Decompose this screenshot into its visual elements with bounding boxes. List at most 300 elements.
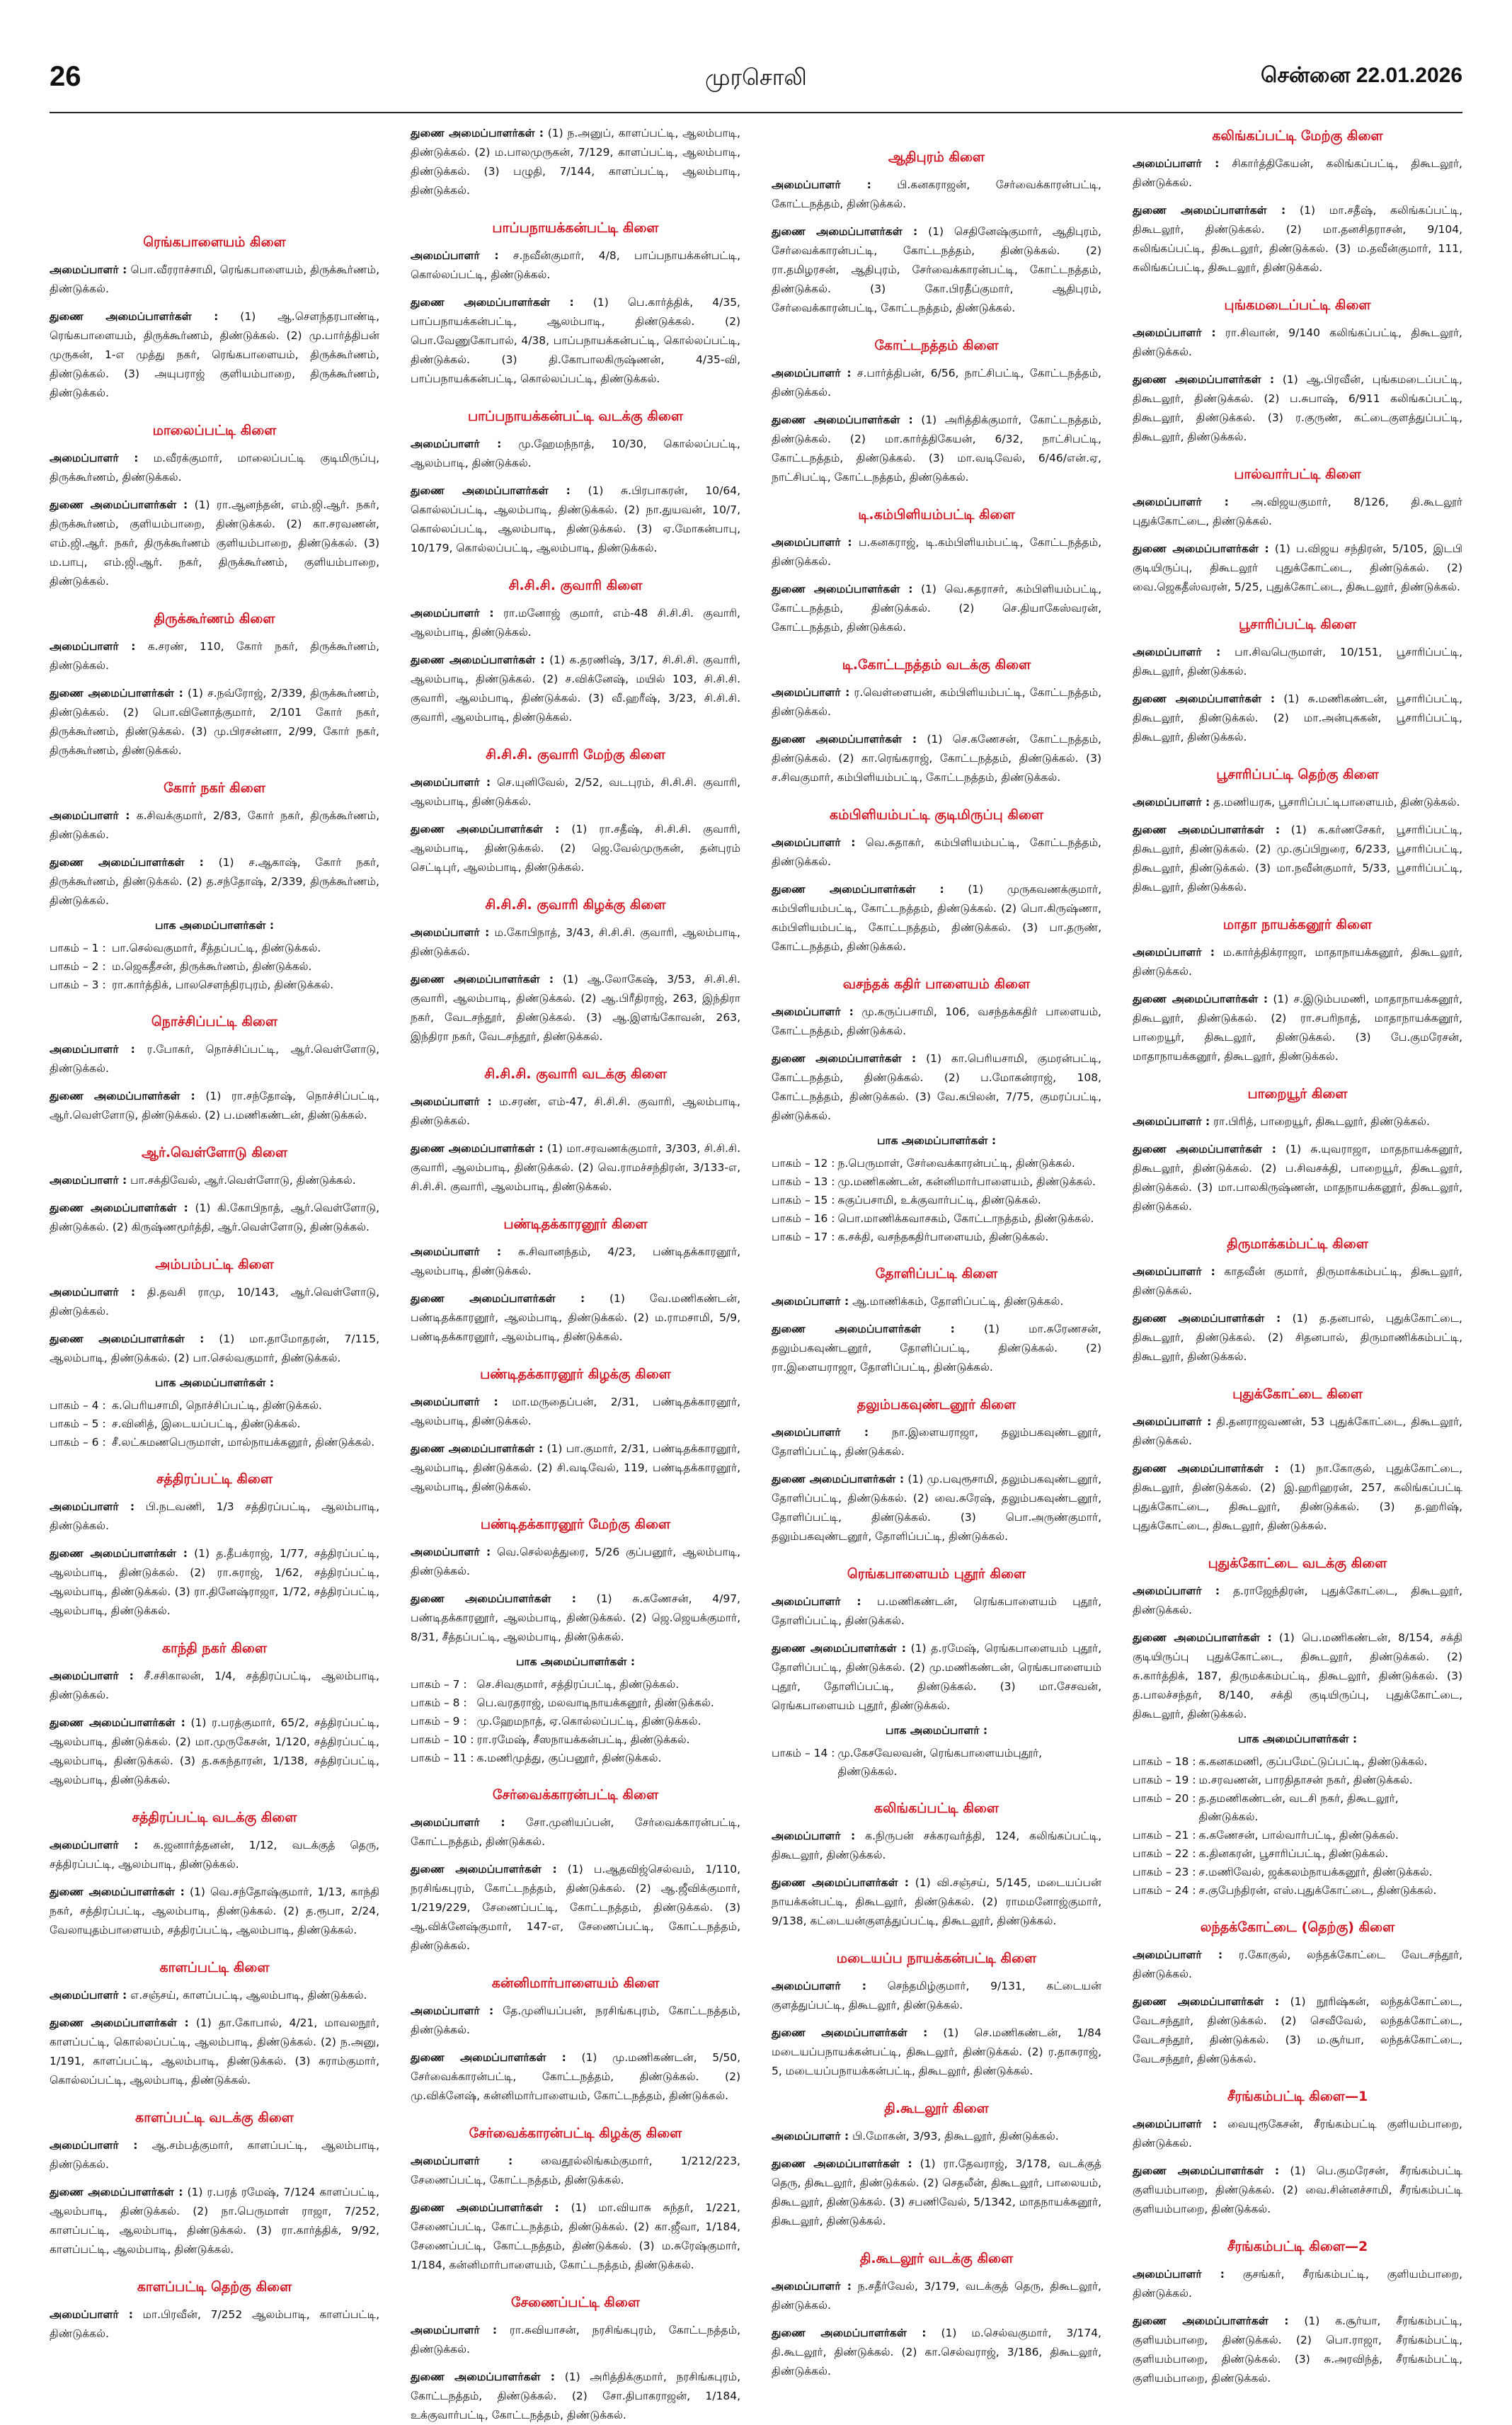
- branch-block: [411, 220, 740, 389]
- officer-entry: [772, 176, 1101, 214]
- branch-heading: டி.கோட்டநத்தம் வடக்கு கிளை: [842, 657, 1031, 673]
- officer-details: (1) ப.விஜய சந்திரன், 5/105, இடபி குடியிருப்பு, திகூடலூர் புதுக்கோட்டை, திண்டுக்கல். (2) வை.ஜெகதீஸ்வரன், 5/25, புதுக்கோட்டை, திகூடலூர், திண்டுக்கல்.: [1133, 542, 1462, 593]
- officer-details: (1) த.ரமேஷ், ரெங்கபாளையம் புதூர், தோளிப்பட்டி, திண்டுக்கல். (2) மு.மணிகண்டன், ரெங்கபாளையம் புதூர், தோளிப்பட்டி, திண்டுக்கல். (3) மா.சேசவன், ரெங்கபாளையம் புதூர், திண்டுக்கல்.: [772, 1642, 1101, 1712]
- role-label: அமைப்பாளர் :: [50, 2139, 138, 2152]
- role-label: அமைப்பாளர் :: [50, 1174, 127, 1187]
- officer-entry: [411, 2048, 740, 2106]
- branch-block: [50, 1471, 379, 1621]
- officer-entry: [50, 1497, 379, 1536]
- booth-row: [50, 957, 336, 976]
- role-label: அமைப்பாளர் :: [50, 640, 136, 653]
- branch-block: [411, 2126, 740, 2275]
- role-label: அமைப்பாளர் :: [1133, 496, 1229, 508]
- role-label: துணை அமைப்பாளர்கள் :: [50, 498, 188, 511]
- officer-details: (1) சு.மணிகண்டன், பூசாரிப்பட்டி, திகூடலூர், திண்டுக்கல். (2) மா.அன்புசுகன், பூசாரிப்பட்டி, திகூடலூர், திண்டுக்கல்.: [1133, 692, 1462, 743]
- officer-details: (1) ஆ.பிரவீன், புங்கமடைப்பட்டி, திகூடலூர், திண்டுக்கல். (2) ப.சுபாஷ், 6/911 கலிங்கப்பட்டி, திகூடலூர், திண்டுக்கல். (3) ர.குருண், கட்டைகுளத்துப்பட்டி, திகூடலூர், திண்டுக்கல்.: [1133, 373, 1462, 443]
- branch-block: [1133, 767, 1462, 897]
- role-label: அமைப்பாளர் :: [1133, 946, 1215, 959]
- officer-entry: [50, 1330, 379, 1368]
- branch-heading: பண்டிதக்காரனூர் கிழக்கு கிளை: [480, 1366, 671, 1382]
- role-label: துணை அமைப்பாளர்கள் :: [411, 1442, 544, 1455]
- officer-entry: [411, 1289, 740, 1347]
- branch-block: [50, 1145, 379, 1237]
- role-label: அமைப்பாளர் :: [411, 607, 494, 620]
- role-label: அமைப்பாளர் :: [1133, 1265, 1215, 1278]
- officer-details: ந.சதீர்வேல், 3/179, வடக்குத் தெரு, திகூடலூர், திண்டுக்கல்.: [772, 2280, 1101, 2312]
- officer-entry: [50, 2136, 379, 2174]
- officer-details: அ.விஜயகுமார், 8/126, தி.கூடலூர் புதுக்கோட்டை, திண்டுக்கல்.: [1133, 496, 1462, 527]
- role-label: அமைப்பாளர் :: [1133, 1948, 1223, 1961]
- officer-details: (1) மு.பவுரூசாமி, தலும்பகவுண்டனூர், தோளிப்பட்டி, திண்டுக்கல். (2) வை.சுரேஷ், தலும்பகவுண்டனூர், தோளிப்பட்டி, திண்டுக்கல். (3) பொ.அருண்குமார், தலும்பகவுண்டனூர், தோளிப்பட்டி, திண்டுக்கல்.: [772, 1473, 1101, 1543]
- officer-details: மு.கருப்பசாமி, 106, வசந்தக்கதிர் பாளையம், கோட்டநத்தம், திண்டுக்கல்.: [772, 1005, 1101, 1037]
- booth-row: [1133, 1826, 1462, 1844]
- booth-row: [411, 1712, 717, 1730]
- role-label: அமைப்பாளர் :: [50, 263, 127, 276]
- role-label: துணை அமைப்பாளர்கள் :: [772, 2026, 928, 2039]
- branch-heading: மாலைப்பட்டி கிளை: [152, 423, 277, 438]
- branch-heading: சத்திரப்பட்டி கிளை: [156, 1471, 273, 1487]
- officer-details: ர.போகர், நொச்சிப்பட்டி, ஆர்.வெள்ளோடு, திண்டுக்கல்.: [50, 1043, 379, 1075]
- booth-row: [772, 1191, 1099, 1209]
- officer-details: (1) பெ.கார்த்திக், 4/35, பாப்பநாயக்கன்பட்டி, ஆலம்பாடி, திண்டுக்கல். (2) பொ.வேணுகோபால், 4/38, பாப்பநாயக்கன்பட்டி, கொல்லப்பட்டி, திண்டுக்கல். (3) தி.கோபாலகிருஷ்ணன், 4/35-வி, பாப்பநாயக்கன்பட்டி, கொல்லப்பட்டி, திண்டுக்கல்.: [411, 296, 740, 385]
- role-label: அமைப்பாளர் :: [772, 1295, 849, 1308]
- role-label: துணை அமைப்பாளர்கள் :: [50, 310, 219, 323]
- officer-entry: [50, 2014, 379, 2090]
- branch-block: [1133, 1236, 1462, 1366]
- booth-row: [411, 1675, 717, 1694]
- booth-number: பாகம் – 23 :: [1133, 1866, 1196, 1878]
- role-label: அமைப்பாளர் :: [50, 809, 130, 822]
- role-label: அமைப்பாளர் :: [411, 249, 499, 262]
- branch-heading: காளப்பட்டி தெற்கு கிளை: [137, 2279, 292, 2295]
- booth-organiser: ம.சரவணன், பாரதிதாசன் நகர், திண்டுக்கல்.: [1198, 1774, 1413, 1786]
- column-2: [411, 124, 741, 2421]
- officer-entry: [772, 411, 1101, 487]
- officer-entry: [50, 1544, 379, 1621]
- role-label: அமைப்பாளர் :: [1133, 796, 1210, 809]
- role-label: அமைப்பாளர் :: [411, 776, 491, 789]
- branch-heading: லந்தக்கோட்டை (தெற்கு) கிளை: [1200, 1919, 1395, 1935]
- booth-organiser: ம.ஜெகதீசன், திருக்கூர்ணம், திண்டுக்கல்.: [112, 960, 312, 973]
- booth-organiser: மு.கேசவேலவன், ரெங்கபாளையம்புதூர், திண்டுக்கல்.: [837, 1747, 1043, 1778]
- role-label: துணை அமைப்பாளர்கள் :: [411, 2051, 566, 2064]
- role-label: துணை அமைப்பாளர்கள் :: [50, 687, 183, 700]
- officer-entry: [50, 1040, 379, 1078]
- officer-entry: [1133, 1992, 1462, 2069]
- officer-entry: [1133, 2312, 1462, 2388]
- branch-block: [1133, 917, 1462, 1066]
- role-label: துணை அமைப்பாளர்கள் :: [411, 823, 560, 835]
- role-label: அமைப்பாளர் :: [772, 2280, 852, 2293]
- role-label: துணை அமைப்பாளர்கள் :: [1133, 1312, 1281, 1325]
- role-label: அமைப்பாளர் :: [1133, 1585, 1220, 1597]
- role-label: துணை அமைப்பாளர்கள் :: [1133, 1995, 1280, 2008]
- role-label: அமைப்பாளர் :: [411, 438, 502, 450]
- role-label: அமைப்பாளர் :: [411, 1396, 498, 1408]
- booth-row: [1133, 1844, 1462, 1863]
- booth-organiser: ச.குபேந்திரன், எஸ்.புதுக்கோட்டை, திண்டுக்கல்.: [1198, 1884, 1437, 1897]
- officer-entry: [50, 684, 379, 760]
- role-label: துணை அமைப்பாளர்கள் :: [772, 1876, 909, 1889]
- branch-heading: டி.கம்பிளியம்பட்டி கிளை: [858, 507, 1015, 523]
- booth-table: [50, 939, 336, 994]
- officer-details: (1) ரா.சந்தோஷ், நொச்சிப்பட்டி, ஆர்.வெள்ளோடு, திண்டுக்கல். (2) ப.மணிகண்டன், திண்டுக்கல்.: [50, 1090, 380, 1122]
- branch-heading: சேர்வைக்காரன்பட்டி கிளை: [492, 1787, 659, 1803]
- branch-heading: கன்னிமார்பாளையம் கிளை: [491, 1975, 660, 1991]
- role-label: துணை அமைப்பாளர்கள் :: [772, 883, 944, 896]
- booth-number: பாகம் – 21 :: [1133, 1829, 1196, 1842]
- role-label: அமைப்பாளர் :: [411, 926, 490, 939]
- officer-entry: [411, 820, 740, 877]
- booth-row: [50, 976, 336, 994]
- booth-organiser: செ.சிவகுமார், சத்திரப்பட்டி, திண்டுக்கல்.: [476, 1678, 680, 1691]
- role-label: அமைப்பாளர் :: [772, 536, 852, 549]
- officer-entry: [1133, 1309, 1462, 1366]
- branch-block: [411, 1975, 740, 2106]
- officer-details: (1) மா.சரவணக்குமார், 3/303, சி.சி.சி. குவாரி, ஆலம்பாடி, திண்டுக்கல். (2) வெ.ராமச்சந்திரன், 3/133-எ, சி.சி.சி. குவாரி, ஆலம்பாடி, திண்டுக்கல்.: [411, 1142, 740, 1193]
- columns: [50, 124, 1463, 2421]
- officer-entry: [411, 604, 740, 642]
- officer-details: (1) வி.சஞ்சய், 5/145, மடையப்பன் நாயக்கன்பட்டி, திகூடலூர், திண்டுக்கல். (2) ராமமனோஜ்குமார், 9/138, கட்டையன்குளத்துப்பட்டி, திகூடலூர், திண்டுக்கல்.: [772, 1876, 1101, 1927]
- role-label: அமைப்பாளர் :: [1133, 2268, 1225, 2281]
- officer-details: (1) க.சூர்யா, சீரங்கம்பட்டி, குளியம்பாறை, திண்டுக்கல். (2) பொ.ராஜா, சீரங்கம்பட்டி, குளியம்பாறை, திண்டுக்கல். (3) சு.அரவிந்த், சீரங்கம்பட்டி, குளியம்பாறை, திண்டுக்கல்.: [1133, 2315, 1462, 2385]
- officer-details: சோ.முனியப்பன், சேர்வைக்காரன்பட்டி, கோட்டநத்தம், திண்டுக்கல்.: [411, 1816, 740, 1848]
- role-label: அமைப்பாளர் :: [1133, 1415, 1212, 1428]
- dateline: சென்னை 22.01.2026: [1260, 64, 1462, 87]
- officer-details: ஆ.மாணிக்கம், தோளிப்பட்டி, திண்டுக்கல்.: [852, 1295, 1064, 1308]
- role-label: துணை அமைப்பாளர்கள் :: [772, 733, 917, 746]
- role-label: துணை அமைப்பாளர்கள் :: [50, 1885, 185, 1898]
- officer-entry: [772, 364, 1101, 402]
- officer-details: செந்தமிழ்குமார், 9/131, கட்டையன் குளத்துப்பட்டி, திகூடலூர், திண்டுக்கல்.: [772, 1980, 1101, 2012]
- officer-details: த.ராஜேந்திரன், புதுக்கோட்டை, திகூடலூர், திண்டுக்கல்.: [1133, 1585, 1462, 1616]
- officer-details: (1) நூரிஷ்கன், லந்தக்கோட்டை, வேடசந்தூர், திண்டுக்கல். (2) செவீவேல், லந்தக்கோட்டை, வேடசந்தூர், திண்டுக்கல். (3) ம.சூர்யா, லந்தக்கோட்டை, வேடசந்தூர், திண்டுக்கல்.: [1133, 1995, 1462, 2065]
- branch-block: [1133, 1919, 1462, 2069]
- branch-block: [50, 2110, 379, 2259]
- section-subheading: பாக அமைப்பாளர் :: [885, 1724, 988, 1737]
- officer-details: பா.சிவபெருமாள், 10/151, பூசாரிப்பட்டி, திகூடலூர், திண்டுக்கல்.: [1133, 646, 1462, 678]
- officer-entry: [50, 1087, 379, 1125]
- role-label: அமைப்பாளர் :: [411, 2004, 494, 2017]
- officer-details: (1) ச.ஆகாஷ், கோர் நகர், திருக்கூர்ணம், திண்டுக்கல். (2) த.சந்தோஷ், 2/339, திருக்கூர்ணம், திண்டுக்கல்.: [50, 856, 380, 907]
- officer-details: எ.சஞ்சய், காளப்பட்டி, ஆலம்பாடி, திண்டுக்கல்.: [130, 1989, 367, 2002]
- role-label: அமைப்பாளர் :: [772, 367, 852, 380]
- role-label: துணை அமைப்பாளர்கள் :: [411, 1142, 544, 1155]
- branch-heading: புதுக்கோட்டை வடக்கு கிளை: [1208, 1556, 1387, 1571]
- branch-heading: பூசாரிப்பட்டி கிளை: [1238, 617, 1357, 632]
- role-label: துணை அமைப்பாளர்கள் :: [772, 2157, 912, 2170]
- branch-heading: கலிங்கப்பட்டி கிளை: [874, 1801, 1000, 1816]
- officer-entry: [50, 307, 379, 403]
- officer-details: (1) பா.குமார், 2/31, பண்டிதக்காரனூர், ஆலம்பாடி, திண்டுக்கல். (2) சி.வடிவேல், 119, பண்டிதக்காரனூர், ஆலம்பாடி, திண்டுக்கல்.: [411, 1442, 740, 1493]
- role-label: அமைப்பாளர் :: [1133, 1115, 1210, 1128]
- officer-entry: [50, 806, 379, 845]
- branch-heading: காளப்பட்டி கிளை: [159, 1960, 270, 1975]
- booth-row: [772, 1228, 1099, 1246]
- officer-entry: [772, 1320, 1101, 1377]
- officer-details: (1) ந.அனுப், காளப்பட்டி, ஆலம்பாடி, திண்டுக்கல். (2) ம.பாலமுருகன், 7/129, காளப்பட்டி, ஆலம்பாடி, திண்டுக்கல். (3) பழுதி, 7/144, காளப்பட்டி, ஆலம்பாடி, திண்டுக்கல்.: [411, 127, 740, 197]
- officer-details: ம.வீரக்குமார், மாலைப்பட்டி குடிமிருப்பு, திருக்கூர்ணம், திண்டுக்கல்.: [50, 452, 379, 484]
- officer-details: காதவீன் குமார், திருமாக்கம்பட்டி, திகூடலூர், திண்டுக்கல்.: [1133, 1265, 1462, 1297]
- booth-table: [772, 1744, 1101, 1781]
- role-label: துணை அமைப்பாளர்கள் :: [411, 1292, 585, 1305]
- branch-block: [1133, 1386, 1462, 1536]
- booth-number: பாகம் – 4 :: [50, 1399, 106, 1412]
- booth-row: [50, 1415, 377, 1433]
- branch-heading: சி.சி.சி. குவாரி வடக்கு கிளை: [484, 1066, 667, 1082]
- booth-row: [411, 1730, 717, 1749]
- officer-details: (1) அரித்திக்குமார், கோட்டநத்தம், திண்டுக்கல். (2) மா.கார்த்திகேயன், 6/32, நாட்சிபட்டி, கோட்டநத்தம், திண்டுக்கல். (3) மா.வடிவேல், 6/46/என்.ஏ, நாட்சிபட்டி, கோட்டநத்தம், திண்டுக்கல்.: [772, 413, 1101, 484]
- branch-heading: தலும்பகவுண்டனூர் கிளை: [857, 1397, 1016, 1413]
- booth-organiser: க.சக்தி, வசந்தகதிர்பாளையம், திண்டுக்கல்.: [837, 1231, 1049, 1243]
- officer-details: ரா.சுவியாசன், நரசிங்கபுரம், கோட்டநத்தம், திண்டுக்கல்.: [411, 2324, 740, 2356]
- officer-entry: [1133, 2265, 1462, 2303]
- booth-organiser: க.மணிமுத்து, குப்பனூர், திண்டுக்கல்.: [476, 1752, 662, 1764]
- officer-entry: [772, 1592, 1101, 1631]
- booth-organiser: க.தினகரன், பூசாரிப்பட்டி, திண்டுக்கல்.: [1198, 1847, 1389, 1860]
- branch-block: [411, 1366, 740, 1497]
- officer-entry: [50, 1986, 379, 2005]
- officer-details: (1) க.கர்ணசேகர், பூசாரிப்பட்டி, திகூடலூர், திண்டுக்கல். (2) மு.குப்பிறுரை, 6/233, பூசாரிப்பட்டி, திகூடலூர், திண்டுக்கல். (3) மா.நவீன்குமார், 5/33, பூசாரிப்பட்டி, திகூடலூர், திண்டுக்கல்.: [1133, 823, 1462, 894]
- officer-details: (1) த.தீபக்ராஜ், 1/77, சத்திரப்பட்டி, ஆலம்பாடி, திண்டுக்கல். (2) ரா.சுராஜ், 1/62, சத்திரப்பட்டி, ஆலம்பாடி, திண்டுக்கல். (3) ரா.தினேஷ்ராஜா, 1/72, சத்திரப்பட்டி, ஆலம்பாடி, திண்டுக்கல்.: [50, 1547, 379, 1617]
- officer-entry: [1133, 1262, 1462, 1301]
- booth-organiser: பெ.வரதராஜ், மலவாடிநாயக்கனூர், திண்டுக்கல்.: [476, 1696, 714, 1709]
- booth-organiser: சுகுப்பசாமி, உக்குவார்பட்டி, திண்டுக்கல்.: [837, 1194, 1041, 1206]
- officer-entry: [50, 1667, 379, 1705]
- branch-heading: சி.சி.சி. குவாரி கிளை: [508, 578, 643, 593]
- officer-details: சு.சிவானந்தம், 4/23, பண்டிதக்காரனூர், ஆலம்பாடி, திண்டுக்கல்.: [411, 1245, 740, 1277]
- header-rule: [50, 112, 1462, 113]
- booth-number: பாகம் – 8 :: [411, 1696, 467, 1709]
- officer-details: குசங்கர், சீரங்கம்பட்டி, குளியம்பாறை, திண்டுக்கல்.: [1133, 2268, 1462, 2300]
- role-label: அமைப்பாளர் :: [50, 1500, 135, 1513]
- officer-entry: [772, 533, 1101, 571]
- branch-heading: பூசாரிப்பட்டி தெற்கு கிளை: [1216, 767, 1379, 782]
- role-label: துணை அமைப்பாளர்கள் :: [1133, 692, 1276, 705]
- officer-details: (1) வே.மணிகண்டன், பண்டிதக்காரனூர், ஆலம்பாடி, திண்டுக்கல். (2) ம.ராமசாமி, 5/9, பண்டிதக்காரனூர், ஆலம்பாடி, திண்டுக்கல்.: [411, 1292, 741, 1343]
- branch-heading: திருக்கூர்ணம் கிளை: [154, 611, 275, 627]
- officer-entry: [772, 222, 1101, 318]
- branch-heading: சேர்வைக்காரன்பட்டி கிழக்கு கிளை: [469, 2126, 682, 2141]
- role-label: அமைப்பாளர் :: [411, 1546, 491, 1558]
- role-label: துணை அமைப்பாளர்கள் :: [411, 296, 574, 309]
- branch-heading: கம்பிளியம்பட்டி குடிமிருப்பு கிளை: [829, 807, 1044, 823]
- role-label: துணை அமைப்பாளர்கள் :: [1133, 1143, 1276, 1156]
- officer-entry: [1133, 493, 1462, 531]
- booth-row: [1133, 1752, 1462, 1771]
- officer-entry: [411, 2152, 740, 2190]
- branch-block: [50, 234, 379, 403]
- officer-details: (1) பெ.மணிகண்டன், 8/154, சக்தி குடியிருப்பு புதுக்கோட்டை, திகூடலூர், திண்டுக்கல். (2) சு.கார்த்திக், 187, திருமக்கம்பட்டி, திகூடலூர், திண்டுக்கல். (3) த.பாலச்சந்தர், 8/140, சக்தி குடியிருப்பு, புதுக்கோட்டை, திகூடலூர், திண்டுக்கல்.: [1133, 1631, 1463, 1721]
- branch-heading: சி.சி.சி. குவாரி மேற்கு கிளை: [486, 747, 665, 763]
- booth-organiser: பொ.மாணிக்கவாசகம், கோட்டாநத்தம், திண்டுக்கல்.: [837, 1212, 1094, 1225]
- role-label: துணை அமைப்பாளர்கள் :: [411, 654, 545, 666]
- section-subheading: பாக அமைப்பாளர்கள் :: [154, 1376, 275, 1389]
- officer-entry: [1133, 1946, 1462, 1984]
- booth-number: பாகம் – 9 :: [411, 1715, 467, 1728]
- officer-details: ப.மணிகண்டன், ரெங்கபாளையம் புதூர், தோளிப்பட்டி, திண்டுக்கல்.: [772, 1595, 1101, 1627]
- officer-entry: [772, 2024, 1101, 2081]
- role-label: துணை அமைப்பாளர்கள் :: [1133, 2164, 1280, 2177]
- booth-organiser: ரா.கார்த்திக், பாலசௌந்திரபுரம், திண்டுக்கல்.: [112, 978, 334, 991]
- officer-details: மா.பிரவீன், 7/252 ஆலம்பாடி, காளப்பட்டி, திண்டுக்கல்.: [50, 2308, 379, 2340]
- role-label: அமைப்பாளர் :: [772, 178, 871, 191]
- role-label: துணை அமைப்பாளர்கள் :: [50, 2186, 183, 2198]
- role-label: அமைப்பாளர் :: [50, 1839, 139, 1851]
- officer-entry: [772, 1049, 1101, 1126]
- branch-heading: சத்திரப்பட்டி வடக்கு கிளை: [132, 1810, 297, 1825]
- role-label: துணை அமைப்பாளர்கள் :: [772, 1473, 905, 1485]
- role-label: துணை அமைப்பாளர்கள் :: [1133, 823, 1281, 836]
- officer-details: (1) பெ.குமரேசன், சீரங்கம்பட்டி குளியம்பாறை, திண்டுக்கல். (2) வை.சின்னச்சாமி, சீரங்கம்பட்டி குளியம்பாறை, திண்டுக்கல்.: [1133, 2164, 1462, 2215]
- branch-block: [772, 507, 1101, 637]
- branch-heading: கலிங்கப்பட்டி மேற்கு கிளை: [1212, 128, 1383, 144]
- officer-details: (1) அரித்திக்குமார், நரசிங்கபுரம், கோட்டநத்தம், திண்டுக்கல். (2) சோ.திபாகராஜன், 1/184, உக்குவார்பட்டி, கோட்டநத்தம், திண்டுக்கல்.: [411, 2370, 740, 2421]
- officer-entry: [772, 1639, 1101, 1716]
- officer-entry: [411, 1590, 740, 1647]
- booth-table: [1133, 1752, 1462, 1900]
- branch-block: [411, 897, 740, 1046]
- role-label: துணை அமைப்பாளர்கள் :: [1133, 1631, 1272, 1644]
- branch-heading: வசந்தக் கதிர் பாளையம் கிளை: [842, 976, 1031, 992]
- booth-number: பாகம் – 15 :: [772, 1194, 835, 1206]
- role-label: அமைப்பாளர் :: [772, 836, 856, 849]
- officer-details: ரா.சிவான், 9/140 கலிங்கப்பட்டி, திகூடலூர், திண்டுக்கல்.: [1133, 326, 1462, 358]
- booth-number: பாகம் – 10 :: [411, 1733, 474, 1746]
- officer-entry: [1133, 793, 1462, 812]
- role-label: அமைப்பாளர் :: [772, 1595, 861, 1608]
- officer-entry: [772, 1292, 1101, 1311]
- branch-block: [772, 1566, 1101, 1781]
- role-label: துணை அமைப்பாளர்கள் :: [50, 1090, 195, 1102]
- booth-number: பாகம் – 16 :: [772, 1212, 835, 1225]
- role-label: துணை அமைப்பாளர்கள் :: [411, 1592, 576, 1605]
- officer-details: ச.பார்த்திபன், 6/56, நாட்சிபட்டி, கோட்டநத்தம், திண்டுக்கல்.: [772, 367, 1101, 399]
- officer-details: (1) ம.செல்வகுமார், 3/174, தி.கூடலூர், திண்டுக்கல். (2) கா.செல்வராஜ், 3/186, திகூடலூர், திண்டுக்கல்.: [772, 2327, 1101, 2378]
- booth-row: [1133, 1789, 1462, 1826]
- role-label: அமைப்பாளர் :: [50, 2308, 133, 2321]
- role-label: அமைப்பாளர் :: [411, 1245, 502, 1258]
- booth-organiser: ரா.ரமேஷ், சீஸநாயக்கன்பட்டி, திண்டுக்கல்.: [476, 1733, 690, 1746]
- role-label: அமைப்பாளர் :: [50, 1670, 134, 1682]
- officer-details: செ.யுனிவேல், 2/52, வடபுரம், சி.சி.சி. குவாரி, ஆலம்பாடி, திண்டுக்கல்.: [411, 776, 740, 808]
- officer-entry: [1133, 1628, 1462, 1724]
- officer-entry: [50, 261, 379, 299]
- officer-details: ம.சரண், எம்-47, சி.சி.சி. குவாரி, ஆலம்பாடி, திண்டுக்கல்.: [411, 1095, 740, 1127]
- column-3: [772, 124, 1102, 2378]
- branch-heading: பண்டிதக்காரனூர் மேற்கு கிளை: [480, 1517, 671, 1532]
- officer-details: ஆ.சம்பத்குமார், காளப்பட்டி, ஆலம்பாடி, திண்டுக்கல்.: [50, 2139, 380, 2171]
- branch-block: [50, 1641, 379, 1790]
- branch-heading: மடையப்ப நாயக்கன்பட்டி கிளை: [836, 1951, 1037, 1966]
- officer-entry: [411, 246, 740, 285]
- role-label: துணை அமைப்பாளர்கள் :: [411, 2201, 559, 2214]
- branch-block: [772, 807, 1101, 957]
- role-label: அமைப்பாளர் :: [1133, 326, 1216, 339]
- branch-block: [50, 2279, 379, 2344]
- branch-heading: ஆர்.வெள்ளோடு கிளை: [141, 1145, 288, 1160]
- officer-details: பி.கனகராஜன், சேர்வைக்காரன்பட்டி, கோட்டநத்தம், திண்டுக்கல்.: [772, 178, 1101, 210]
- officer-entry: [1133, 2162, 1462, 2219]
- officer-entry: [1133, 370, 1462, 447]
- officer-entry: [50, 496, 379, 591]
- role-label: துணை அமைப்பாளர்கள் :: [411, 2370, 555, 2383]
- officer-details: வைதூல்லிங்கம்குமார், 1/212/223, சேணைப்பட்டி, கோட்டநத்தம், திண்டுக்கல்.: [411, 2155, 740, 2186]
- officer-entry: [411, 2002, 740, 2040]
- officer-details: (1) தா.கோபால், 4/21, மாவலநூர், காளப்பட்டி, கொல்லப்பட்டி, ஆலம்பாடி, திண்டுக்கல். (2) ந.அனு, 1/191, காளப்பட்டி, ஆலம்பாடி, திண்டுக்கல். (3) சுராம்குமார், கொல்லப்பட்டி, ஆலம்பாடி, திண்டுக்கல்.: [50, 2016, 380, 2087]
- role-label: துணை அமைப்பாளர்கள் :: [50, 1547, 188, 1560]
- branch-block: [411, 124, 740, 200]
- officer-entry: [411, 1393, 740, 1431]
- branch-block: [50, 1960, 379, 2090]
- branch-heading: நொச்சிப்பட்டி கிளை: [151, 1014, 278, 1029]
- booth-organiser: க.கணேசன், பால்வார்பட்டி, திண்டுக்கல்.: [1198, 1829, 1399, 1842]
- branch-block: [1133, 128, 1462, 278]
- branch-heading: பாப்பநாயக்கன்பட்டி வடக்கு கிளை: [467, 409, 684, 424]
- booth-number: பாகம் – 2 :: [50, 960, 106, 973]
- officer-entry: [1133, 1582, 1462, 1620]
- officer-details: பொ.வீரராச்சாமி, ரெங்கபாளையம், திருக்கூர்ணம், திண்டுக்கல்.: [50, 263, 379, 295]
- branch-block: [50, 1810, 379, 1940]
- officer-details: (1) ஆ.லோகேஷ், 3/53, சி.சி.சி. குவாரி, ஆலம்பாடி, திண்டுக்கல். (2) ஆ.பிரீதிராஜ், 263, இந்திரா நகர், வேடசந்தூர், திண்டுக்கல். (3) ஆ.இளங்கோவன், 263, இந்திரா நகர், வேடசந்தூர், திண்டுக்கல்.: [411, 973, 740, 1043]
- booth-number: பாகம் – 5 :: [50, 1417, 106, 1430]
- officer-details: (1) ச.நவ்ரோஜ், 2/339, திருக்கூர்ணம், திண்டுக்கல். (2) பொ.வினோத்குமார், 2/101 கோர் நகர், திருக்கூர்ணம், திண்டுக்கல். (3) மு.பிரசன்னா, 2/99, கோர் நகர், திருக்கூர்ணம், திண்டுக்கல்.: [50, 687, 379, 757]
- officer-details: (1) கி.கோபிநாத், ஆர்.வெள்ளோடு, திண்டுக்கல். (2) கிருஷ்ணமூர்த்தி, ஆர்.வெள்ளோடு, திண்டுக்கல்.: [50, 1202, 379, 1233]
- branch-heading: திருமாக்கம்பட்டி கிளை: [1227, 1236, 1368, 1252]
- booth-number: பாகம் – 7 :: [411, 1678, 467, 1691]
- branch-heading: புதுக்கோட்டை கிளை: [1232, 1386, 1363, 1402]
- role-label: அமைப்பாளர் :: [772, 1830, 856, 1842]
- officer-details: ர.வெள்ளையன், கம்பிளியம்பட்டி, கோட்டநத்தம், திண்டுக்கல்.: [772, 686, 1102, 718]
- officer-details: (1) சு.பிரபாகரன், 10/64, கொல்லப்பட்டி, ஆலம்பாடி, திண்டுக்கல். (2) நா.துயவன், 10/7, கொல்லப்பட்டி, ஆலம்பாடி, திண்டுக்கல். (3) ஏ.மோகன்பாபு, 10/179, கொல்லப்பட்டி, ஆலம்பாடி, திண்டுக்கல்.: [411, 484, 740, 554]
- officer-entry: [772, 2277, 1101, 2315]
- officer-details: (1) ஆ.சௌந்தரபாண்டி, ரெங்கபாளையம், திருக்கூர்ணம், திண்டுக்கல். (2) மு.பார்த்திபன் முருகன், 1-எ முத்து நகர், ரெங்கபாளையம், திருக்கூர்ணம், திண்டுக்கல். (3) அயுபராஜ் குளியம்பாறை, திருக்கூர்ணம், திண்டுக்கல்.: [50, 310, 379, 399]
- role-label: துணை அமைப்பாளர்கள் :: [411, 484, 571, 497]
- branch-heading: பால்வார்பட்டி கிளை: [1234, 467, 1361, 482]
- role-label: அமைப்பாளர் :: [1133, 2118, 1218, 2130]
- branch-block: [50, 611, 379, 760]
- branch-heading: சீரங்கம்பட்டி கிளை—1: [1227, 2089, 1368, 2104]
- branch-heading: ரெங்கபாளையம் கிளை: [143, 234, 286, 250]
- officer-details: (1) மா.வியாசு சுந்தர், 1/221, சேணைப்பட்டி, கோட்டநத்தம், திண்டுக்கல். (2) கா.ஜீவா, 1/184, சேணைப்பட்டி, கோட்டநத்தம், திண்டுக்கல். (3) ம.சுரேஷ்குமார், 1/184, கன்னிமார்பாளையம், கோட்டநத்தம், திண்டுக்கல்.: [411, 2201, 740, 2271]
- booth-number: பாகம் – 6 :: [50, 1436, 106, 1449]
- officer-entry: [1133, 690, 1462, 747]
- officer-entry: [1133, 1413, 1462, 1451]
- booth-organiser: க.பெரியசாமி, நொச்சிப்பட்டி, திண்டுக்கல்.: [112, 1399, 322, 1412]
- branch-block: [772, 1801, 1101, 1931]
- officer-details: மு.ஹேமந்நாத், 10/30, கொல்லப்பட்டி, ஆலம்பாடி, திண்டுக்கல்.: [411, 438, 740, 469]
- officer-entry: [50, 1171, 379, 1190]
- officer-entry: [50, 637, 379, 675]
- officer-details: தி.தனராஜவணன், 53 புதுக்கோட்டை, திகூடலூர், திண்டுக்கல்.: [1133, 1415, 1462, 1447]
- booth-organiser: ச.மணிவேல், ஜக்கலம்நாயக்கனூர், திண்டுக்கல்.: [1198, 1866, 1433, 1878]
- branch-heading: தி.கூடலூர் கிளை: [884, 2101, 989, 2116]
- role-label: துணை அமைப்பாளர்கள் :: [1133, 204, 1286, 217]
- officer-details: க.சிவக்குமார், 2/83, கோர் நகர், திருக்கூர்ணம், திண்டுக்கல்.: [50, 809, 379, 841]
- branch-block: [772, 1397, 1101, 1546]
- officer-details: பி.மோகன், 3/93, திகூடலூர், திண்டுக்கல்.: [852, 2130, 1059, 2142]
- officer-entry: [772, 833, 1101, 872]
- officer-details: (1) ச.இடும்பமணி, மாதாநாயக்கனூர், திகூடலூர், திண்டுக்கல். (2) ரா.சபரிநாத், மாதாநாயக்கனூர், பாறையூர், திகூடலூர், திண்டுக்கல். (3) பே.குமரேசன், மாதாநாயக்கனூர், திகூடலூர், திண்டுக்கல்.: [1133, 993, 1462, 1063]
- officer-entry: [50, 1836, 379, 1874]
- officer-details: (1) மு.மணிகண்டன், 5/50, சேர்வைக்காரன்பட்டி, கோட்டநத்தம், திண்டுக்கல். (2) மு.விக்னேஷ், கன்னிமார்பாளையம், கோட்டநத்தம், திண்டுக்கல்.: [411, 2051, 741, 2102]
- officer-entry: [50, 1713, 379, 1790]
- officer-details: (1) மா.சதீஷ், கலிங்கப்பட்டி, திகூடலூர், திண்டுக்கல். (2) மா.தனசிதராசன், 9/104, கலிங்கப்பட்டி, திகூடலூர், திண்டுக்கல். (3) ம.தவீன்குமார், 111, கலிங்கப்பட்டி, திகூடலூர், திண்டுக்கல்.: [1133, 204, 1463, 274]
- branch-heading: தோளிப்பட்டி கிளை: [875, 1266, 998, 1282]
- officer-entry: [411, 970, 740, 1046]
- role-label: துணை அமைப்பாளர்கள் :: [50, 1202, 188, 1214]
- booth-row: [772, 1744, 1101, 1781]
